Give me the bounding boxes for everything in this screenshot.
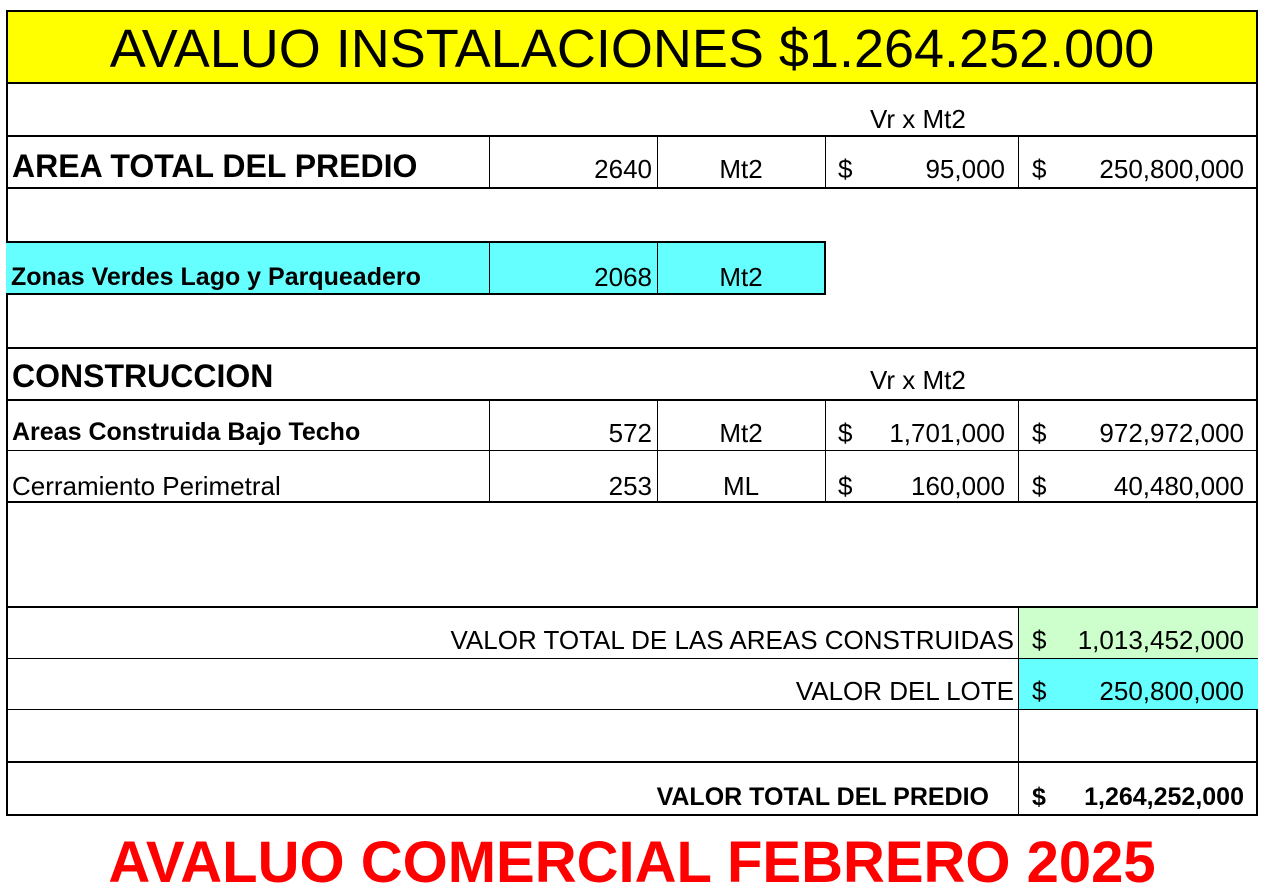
cell-divider — [489, 135, 490, 189]
row-divider — [6, 709, 1258, 710]
construidas-total-cur: $ — [1032, 625, 1047, 655]
cerramiento-unit: ML — [722, 471, 760, 501]
cerramiento-cur2: $ — [1032, 471, 1047, 501]
area-total-cur2: $ — [1032, 154, 1047, 184]
cerramiento-price: 160,000 — [911, 471, 1005, 501]
lote-value: 250,800,000 — [1099, 676, 1244, 706]
cell-divider — [825, 400, 826, 502]
cerramiento-cur1: $ — [838, 471, 853, 501]
areas-construidas-qty: 572 — [608, 418, 652, 448]
area-total-value: 250,800,000 — [1099, 154, 1244, 184]
cell-divider — [1018, 400, 1019, 502]
predio-total-label: VALOR TOTAL DEL PREDIO — [656, 783, 989, 811]
row-divider — [6, 501, 1258, 503]
lote-cur: $ — [1032, 676, 1047, 706]
construidas-total-label: VALOR TOTAL DE LAS AREAS CONSTRUIDAS — [450, 625, 1014, 655]
cell-divider — [489, 400, 490, 502]
predio-total-cur: $ — [1032, 783, 1046, 811]
cell-divider — [1018, 607, 1019, 816]
areas-construidas-value: 972,972,000 — [1099, 418, 1244, 448]
cerramiento-value: 40,480,000 — [1113, 471, 1244, 501]
areas-construidas-cur2: $ — [1032, 418, 1047, 448]
area-total-qty: 2640 — [594, 154, 652, 184]
area-total-unit: Mt2 — [719, 154, 763, 184]
row-divider — [6, 606, 1258, 608]
construccion-label: CONSTRUCCION — [12, 358, 274, 394]
construccion-price-header: Vr x Mt2 — [870, 365, 966, 395]
zonas-verdes-qty: 2068 — [594, 262, 652, 292]
lote-label: VALOR DEL LOTE — [795, 676, 1014, 706]
areas-construidas-label: Areas Construida Bajo Techo — [12, 418, 361, 446]
areas-construidas-unit: Mt2 — [719, 418, 763, 448]
row-divider — [6, 450, 1258, 451]
cell-divider — [489, 241, 490, 295]
area-total-label: AREA TOTAL DEL PREDIO — [12, 148, 418, 184]
cerramiento-label: Cerramiento Perimetral — [12, 471, 281, 501]
footer-title: AVALUO COMERCIAL FEBRERO 2025 — [108, 830, 1156, 895]
cell-divider — [1018, 135, 1019, 189]
areas-construidas-price: 1,701,000 — [889, 418, 1005, 448]
zonas-verdes-label: Zonas Verdes Lago y Parqueadero — [11, 263, 421, 291]
zonas-verdes-unit: Mt2 — [719, 262, 763, 292]
cell-divider — [825, 135, 826, 189]
price-per-m2-header: Vr x Mt2 — [870, 104, 966, 134]
area-total-cur1: $ — [838, 154, 853, 184]
predio-total-value: 1,264,252,000 — [1084, 783, 1244, 811]
row-divider — [6, 761, 1258, 763]
page-title: AVALUO INSTALACIONES $1.264.252.000 — [109, 19, 1155, 79]
construidas-total-value: 1,013,452,000 — [1077, 625, 1244, 655]
areas-construidas-cur1: $ — [838, 418, 853, 448]
cerramiento-qty: 253 — [608, 471, 652, 501]
area-total-price: 95,000 — [925, 154, 1005, 184]
